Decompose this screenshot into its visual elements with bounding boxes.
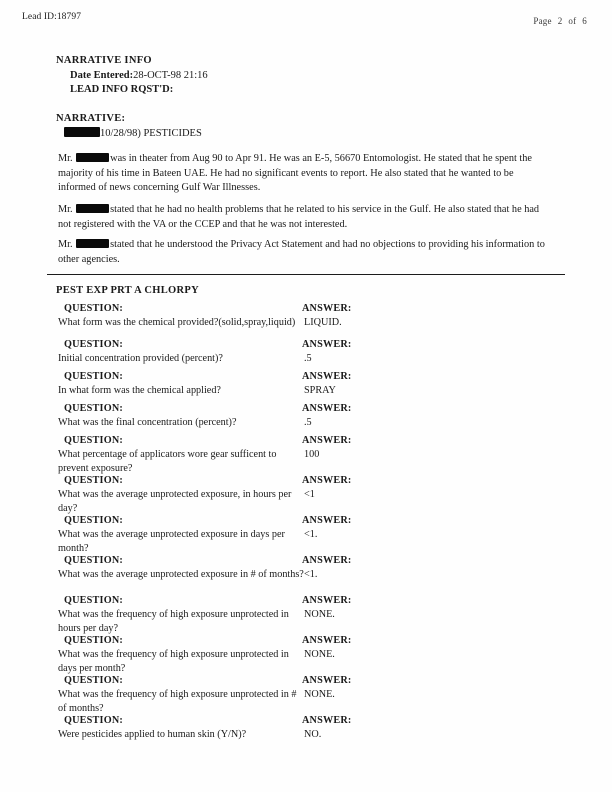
qa-row-list [56, 302, 566, 744]
question-text: In what form was the chemical applied? [58, 384, 221, 396]
qa-row [56, 370, 566, 400]
narrative-info-title: NARRATIVE INFO [56, 55, 152, 66]
question-label: QUESTION: [64, 371, 123, 382]
answer-label: ANSWER: [302, 635, 352, 646]
qa-row [56, 634, 566, 672]
paragraph-1-prefix: Mr. [58, 153, 73, 164]
question-label: QUESTION: [64, 675, 123, 686]
paragraph-2-prefix: Mr. [58, 204, 73, 215]
qa-question-cell [56, 714, 306, 742]
page-number [530, 16, 590, 26]
question-label: QUESTION: [64, 635, 123, 646]
question-label: QUESTION: [64, 515, 123, 526]
qa-answer-cell [302, 634, 532, 662]
question-text: What was the average unprotected exposure in days per month? [58, 528, 285, 554]
question-label: QUESTION: [64, 435, 123, 446]
question-text: Were pesticides applied to human skin (Y/N)? [58, 728, 247, 740]
date-entered-value: 28-OCT-98 21:16 [133, 70, 208, 81]
lead-info-rqstd-label: LEAD INFO RQST'D: [70, 84, 174, 96]
narrative-subject-text: 10/28/98) PESTICIDES [100, 128, 202, 139]
paragraph-1-text: was in theater from Aug 90 to Apr 91. He was an E-5, 56670 Entomologist. He stated that he spent the majority of his time in Bateen UAE. He had no significant events to report. He also stated that he wanted to be informed of news concerning Gulf War Illnesses. [58, 153, 532, 194]
qa-row [56, 514, 566, 552]
qa-section-title: PEST EXP PRT A CHLORPY [56, 285, 199, 296]
question-text: What was the frequency of high exposure unprotected in hours per day? [58, 608, 289, 634]
qa-row [56, 594, 566, 632]
qa-row [56, 434, 566, 472]
question-label: QUESTION: [64, 595, 123, 606]
qa-row [56, 402, 566, 432]
question-label: QUESTION: [64, 715, 123, 726]
qa-question-cell [56, 434, 306, 476]
answer-label: ANSWER: [302, 371, 352, 382]
qa-question-cell [56, 554, 306, 582]
paragraph-3-text: stated that he understood the Privacy Act Statement and had no objections to providing his information to other agencies. [58, 239, 545, 265]
qa-question-cell [56, 402, 306, 430]
question-label: QUESTION: [64, 475, 123, 486]
page-current: 2 [557, 16, 563, 26]
lead-info-rqstd-row [70, 83, 526, 97]
narrative-paragraph-1 [58, 152, 553, 196]
answer-text: SPRAY [304, 384, 336, 396]
answer-label: ANSWER: [302, 303, 352, 314]
redaction-bar-name-1 [76, 153, 109, 162]
qa-answer-cell [302, 434, 532, 462]
answer-text: <1 [304, 488, 315, 500]
qa-question-cell [56, 514, 306, 556]
qa-question-cell [56, 674, 306, 716]
answer-label: ANSWER: [302, 595, 352, 606]
answer-label: ANSWER: [302, 715, 352, 726]
qa-answer-cell [302, 338, 532, 366]
answer-text: 100 [304, 448, 320, 460]
answer-text: NONE. [304, 648, 335, 660]
answer-text: NONE. [304, 608, 335, 620]
narrative-info-block [56, 55, 526, 98]
answer-text: <1. [304, 528, 318, 540]
qa-question-cell [56, 594, 306, 636]
question-text: What was the average unprotected exposure in # of months? [58, 568, 304, 580]
qa-row [56, 674, 566, 712]
qa-answer-cell [302, 554, 532, 582]
qa-answer-cell [302, 302, 532, 330]
narrative-block [56, 113, 556, 141]
redaction-bar-subject [64, 127, 100, 137]
answer-text: NO. [304, 728, 322, 740]
question-label: QUESTION: [64, 303, 123, 314]
redaction-bar-name-2 [76, 204, 109, 213]
question-text: What was the frequency of high exposure unprotected in # of months? [58, 688, 297, 714]
qa-row [56, 302, 566, 336]
answer-label: ANSWER: [302, 675, 352, 686]
qa-answer-cell [302, 370, 532, 398]
answer-text: <1. [304, 568, 318, 580]
section-divider [47, 274, 565, 275]
question-text: What was the frequency of high exposure unprotected in days per month? [58, 648, 289, 674]
answer-label: ANSWER: [302, 475, 352, 486]
answer-text: NONE. [304, 688, 335, 700]
question-text: What was the final concentration (percent)? [58, 416, 237, 428]
answer-label: ANSWER: [302, 435, 352, 446]
qa-answer-cell [302, 402, 532, 430]
paragraph-2-text: stated that he had no health problems that he related to his service in the Gulf. He also stated that he had not registered with the VA or the CCEP and that he was not interested. [58, 204, 540, 230]
redaction-bar-name-3 [76, 239, 109, 248]
question-text: What was the average unprotected exposure, in hours per day? [58, 488, 292, 514]
question-text: Initial concentration provided (percent)? [58, 352, 223, 364]
qa-answer-cell [302, 594, 532, 622]
qa-answer-cell [302, 514, 532, 542]
page-of: of [568, 16, 577, 26]
question-text: What percentage of applicators wore gear sufficent to prevent exposure? [58, 448, 277, 474]
narrative-subject-line [64, 127, 556, 141]
page-total: 6 [582, 16, 587, 26]
qa-answer-cell [302, 474, 532, 502]
question-label: QUESTION: [64, 339, 123, 350]
qa-row [56, 554, 566, 592]
answer-label: ANSWER: [302, 403, 352, 414]
narrative-paragraph-3 [58, 238, 553, 267]
narrative-paragraph-2 [58, 203, 553, 232]
qa-row [56, 474, 566, 512]
qa-question-cell [56, 634, 306, 676]
qa-question-cell [56, 338, 306, 366]
answer-text: .5 [304, 416, 312, 428]
qa-answer-cell [302, 674, 532, 702]
question-text: What form was the chemical provided?(solid,spray,liquid) [58, 316, 296, 328]
date-entered-row [70, 69, 526, 83]
answer-text: LIQUID. [304, 316, 342, 328]
page-label: Page [533, 16, 552, 26]
qa-section [56, 285, 566, 746]
qa-row [56, 338, 566, 368]
page-header [0, 12, 612, 30]
qa-question-cell [56, 474, 306, 516]
qa-question-cell [56, 370, 306, 398]
answer-text: .5 [304, 352, 312, 364]
qa-row [56, 714, 566, 744]
question-label: QUESTION: [64, 555, 123, 566]
question-label: QUESTION: [64, 403, 123, 414]
date-entered-label: Date Entered: [70, 70, 134, 81]
narrative-label: NARRATIVE: [56, 113, 126, 124]
answer-label: ANSWER: [302, 339, 352, 350]
answer-label: ANSWER: [302, 555, 352, 566]
paragraph-3-prefix: Mr. [58, 239, 73, 250]
lead-id-label: Lead ID:18797 [22, 12, 82, 22]
qa-question-cell [56, 302, 306, 330]
answer-label: ANSWER: [302, 515, 352, 526]
qa-answer-cell [302, 714, 532, 742]
